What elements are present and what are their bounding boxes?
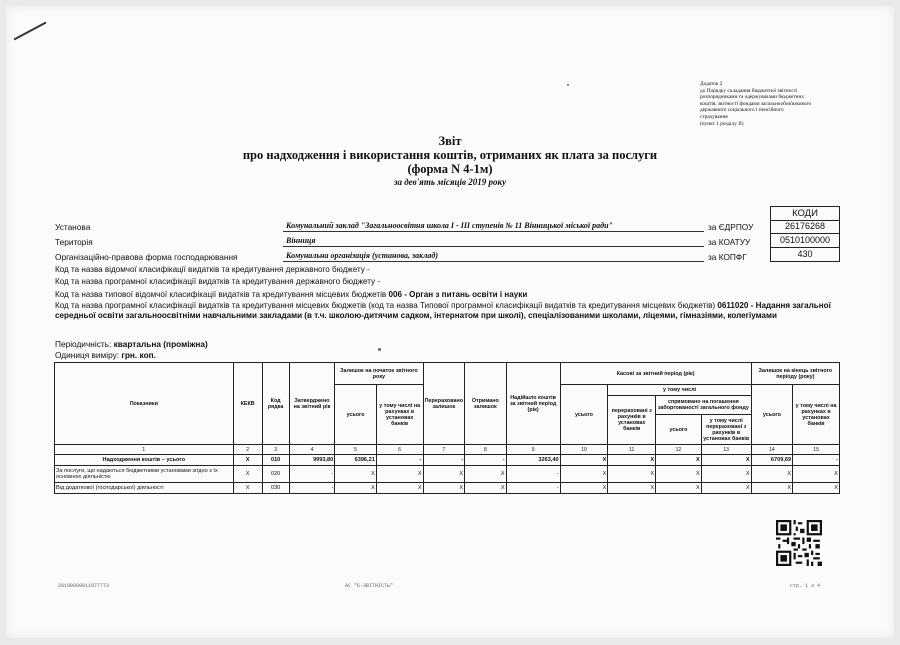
col-paid-to-accounts: перераховані з рахунків в установах банків <box>608 396 656 445</box>
col-start-total: усього <box>335 385 377 445</box>
table-row <box>55 466 840 483</box>
cell: - <box>289 483 335 494</box>
col-cash-expenses: Касові за звітний період (рік) <box>560 363 751 385</box>
col-number: 14 <box>751 445 793 455</box>
annex-line: до Порядку складання бюджетної звітності <box>700 87 798 94</box>
institution-value: Комунальний заклад "Загальноосвітня школа І - ІІІ ступенів № 11 Вінницької міської ради" <box>283 220 704 232</box>
cell: 020 <box>262 466 289 483</box>
cell: X <box>656 483 702 494</box>
qr-code-icon <box>776 520 822 566</box>
col-transferred: Перераховано залишок <box>423 363 465 445</box>
col-cash-incl: у тому числі <box>608 385 751 396</box>
class-line-3 <box>55 290 845 300</box>
cell: - <box>793 455 840 466</box>
unit-value: грн. коп. <box>121 349 156 360</box>
cell: X <box>376 466 423 483</box>
periodicity-block <box>55 339 208 360</box>
class-line-3-value: 006 - Орган з питань освіти і науки <box>388 290 528 299</box>
col-balance-start: Залишок на початок звітного року <box>335 363 423 385</box>
kopfg-code: 430 <box>770 248 840 262</box>
institution-label: Установа <box>55 222 91 232</box>
cell: X <box>560 466 608 483</box>
cell: - <box>465 455 507 466</box>
col-start-bank: у тому числі на рахунках в установах банків <box>376 385 423 445</box>
annex-line: розпорядниками та одержувачами бюджетних <box>700 94 804 101</box>
col-number: 4 <box>289 445 335 455</box>
col-approved: Затверджено на звітний рік <box>289 363 335 445</box>
cell: - <box>289 466 335 483</box>
col-number: 3 <box>262 445 289 455</box>
cell: X <box>560 483 608 494</box>
footer-system: АС "Є-ЗВІТНІСТЬ" <box>345 583 394 589</box>
cell: X <box>233 483 262 494</box>
cell: X <box>656 466 702 483</box>
cell: X <box>376 483 423 494</box>
col-kekv: КЕКВ <box>233 363 262 445</box>
cell: X <box>465 466 507 483</box>
cell: X <box>701 466 751 483</box>
cell: X <box>335 466 377 483</box>
cell: 6396,21 <box>335 455 377 466</box>
annex-line: (пункт 1 розділу II) <box>700 120 744 127</box>
legal-form-label: Організаційно-правова форма господарювання <box>55 252 238 262</box>
col-number: 8 <box>465 445 507 455</box>
territory-value: Вінниця <box>283 235 704 247</box>
cell: - <box>506 466 560 483</box>
cell: X <box>233 466 262 483</box>
col-repay-banks: у тому числі перераховані з рахунків в установах банків <box>701 415 751 445</box>
scan-speck <box>567 84 569 86</box>
cell: 6709,69 <box>751 455 793 466</box>
cell: X <box>656 455 702 466</box>
table-row <box>55 455 840 466</box>
row-name: За послуги, що надаються бюджетними установами згідно з їх основною діяльністю <box>55 466 234 483</box>
annex-line: державного соціального і пенсійного <box>700 107 784 114</box>
class-line-2: Код та назва програмної класифікації видатків та кредитування державного бюджету - <box>55 277 381 286</box>
class-line-4-value: 0611020 - Надання загальної середньої освіти загальноосвітніми навчальними закладами (в т.ч. школою-дитячим садком, інтернатом при школі), спеціалізованими школами, ліцеями, гімназіями, колегіумами <box>55 301 831 320</box>
cell: X <box>751 483 793 494</box>
footer-page: стр. 1 з 4 <box>790 583 821 589</box>
edrpou-code: 26176268 <box>770 220 840 234</box>
cell: 010 <box>262 455 289 466</box>
col-cash-total: усього <box>560 385 608 445</box>
cell: - <box>506 483 560 494</box>
cell: X <box>793 466 840 483</box>
col-number: 11 <box>608 445 656 455</box>
col-number: 7 <box>423 445 465 455</box>
cell: X <box>608 483 656 494</box>
col-repay-all: усього <box>656 415 702 445</box>
report-table <box>54 362 840 494</box>
cell: X <box>560 455 608 466</box>
legal-form-value: Комунальна організація (установа, заклад) <box>283 250 704 262</box>
unit-label: Одиниця виміру: <box>55 349 120 360</box>
col-indicators: Показники <box>55 363 234 445</box>
cell: X <box>793 483 840 494</box>
col-number: 15 <box>793 445 840 455</box>
edrpou-label: за ЄДРПОУ <box>708 222 754 232</box>
periodicity-value: квартальна (проміжна) <box>113 339 208 349</box>
col-received: Отримано залишок <box>465 363 507 445</box>
col-number: 13 <box>701 445 751 455</box>
cell: X <box>423 483 465 494</box>
kopfg-label: за КОПФГ <box>708 252 747 262</box>
cell: X <box>423 466 465 483</box>
annex-line: Додаток 2 <box>700 81 723 87</box>
cell: X <box>701 483 751 494</box>
title-line: Звіт <box>438 134 462 148</box>
cell: 9993,80 <box>289 455 335 466</box>
row-name: Від додаткової (господарської) діяльності <box>55 483 234 494</box>
cell: X <box>335 483 377 494</box>
territory-label: Територія <box>55 237 93 247</box>
form-number: (форма N 4-1м) <box>407 162 493 176</box>
col-number: 12 <box>656 445 702 455</box>
row-name: Надходження коштів – усього <box>55 455 234 466</box>
class-line-3-prefix: Код та назва типової відомчої класифікації видатків та кредитування місцевих бюджетів <box>55 290 387 299</box>
periodicity-label: Періодичність: <box>55 339 112 349</box>
col-arrived: Надійшло коштів за звітний період (рік) <box>506 363 560 445</box>
col-end-bank: у тому числі на рахунках в установах банків <box>793 385 840 445</box>
column-numbers-row <box>55 445 840 455</box>
class-line-1: Код та назва відомчої класифікації видатків та кредитування державного бюджету - <box>55 265 370 274</box>
cell: X <box>233 455 262 466</box>
col-number: 6 <box>376 445 423 455</box>
cell: 3263,40 <box>506 455 560 466</box>
class-line-4-prefix: Код та назва програмної класифікації видатків та кредитування місцевих бюджетів (код та назва Типової програмної класифікації видатків та кредитування місцевих бюджетів) <box>55 301 716 310</box>
col-number: 5 <box>335 445 377 455</box>
annex-line: коштів, звітності фондами загальнообов'язкового <box>700 100 812 107</box>
col-number: 2 <box>233 445 262 455</box>
report-period: за дев'ять місяців 2019 року <box>393 177 507 187</box>
cell: - <box>423 455 465 466</box>
cell: X <box>465 483 507 494</box>
table-row <box>55 483 840 494</box>
scan-speck <box>378 348 381 351</box>
cell: X <box>701 455 751 466</box>
cell: X <box>751 466 793 483</box>
codes-header: КОДИ <box>770 206 840 221</box>
koatuu-code: 0510100000 <box>770 234 840 248</box>
col-number: 9 <box>506 445 560 455</box>
koatuu-label: за КОАТУУ <box>708 237 751 247</box>
col-row-code: Код рядка <box>262 363 289 445</box>
cell: - <box>376 455 423 466</box>
col-number: 10 <box>560 445 608 455</box>
cell: 030 <box>262 483 289 494</box>
annex-note <box>700 81 850 127</box>
footer-doc-id: 20190000011977773 <box>58 583 110 589</box>
report-title <box>0 134 900 189</box>
title-line: про надходження і використання коштів, отриманих як плата за послуги <box>242 148 658 162</box>
col-balance-end: Залишок на кінець звітного періоду (року) <box>751 363 839 385</box>
col-number: 1 <box>55 445 234 455</box>
col-end-total: усього <box>751 385 793 445</box>
col-directed-repay: спрямовано на погашення заборгованості загального фонду <box>656 396 752 415</box>
class-line-4 <box>55 301 845 321</box>
annex-line: страхування <box>700 113 728 120</box>
cell: X <box>608 466 656 483</box>
cell: X <box>608 455 656 466</box>
